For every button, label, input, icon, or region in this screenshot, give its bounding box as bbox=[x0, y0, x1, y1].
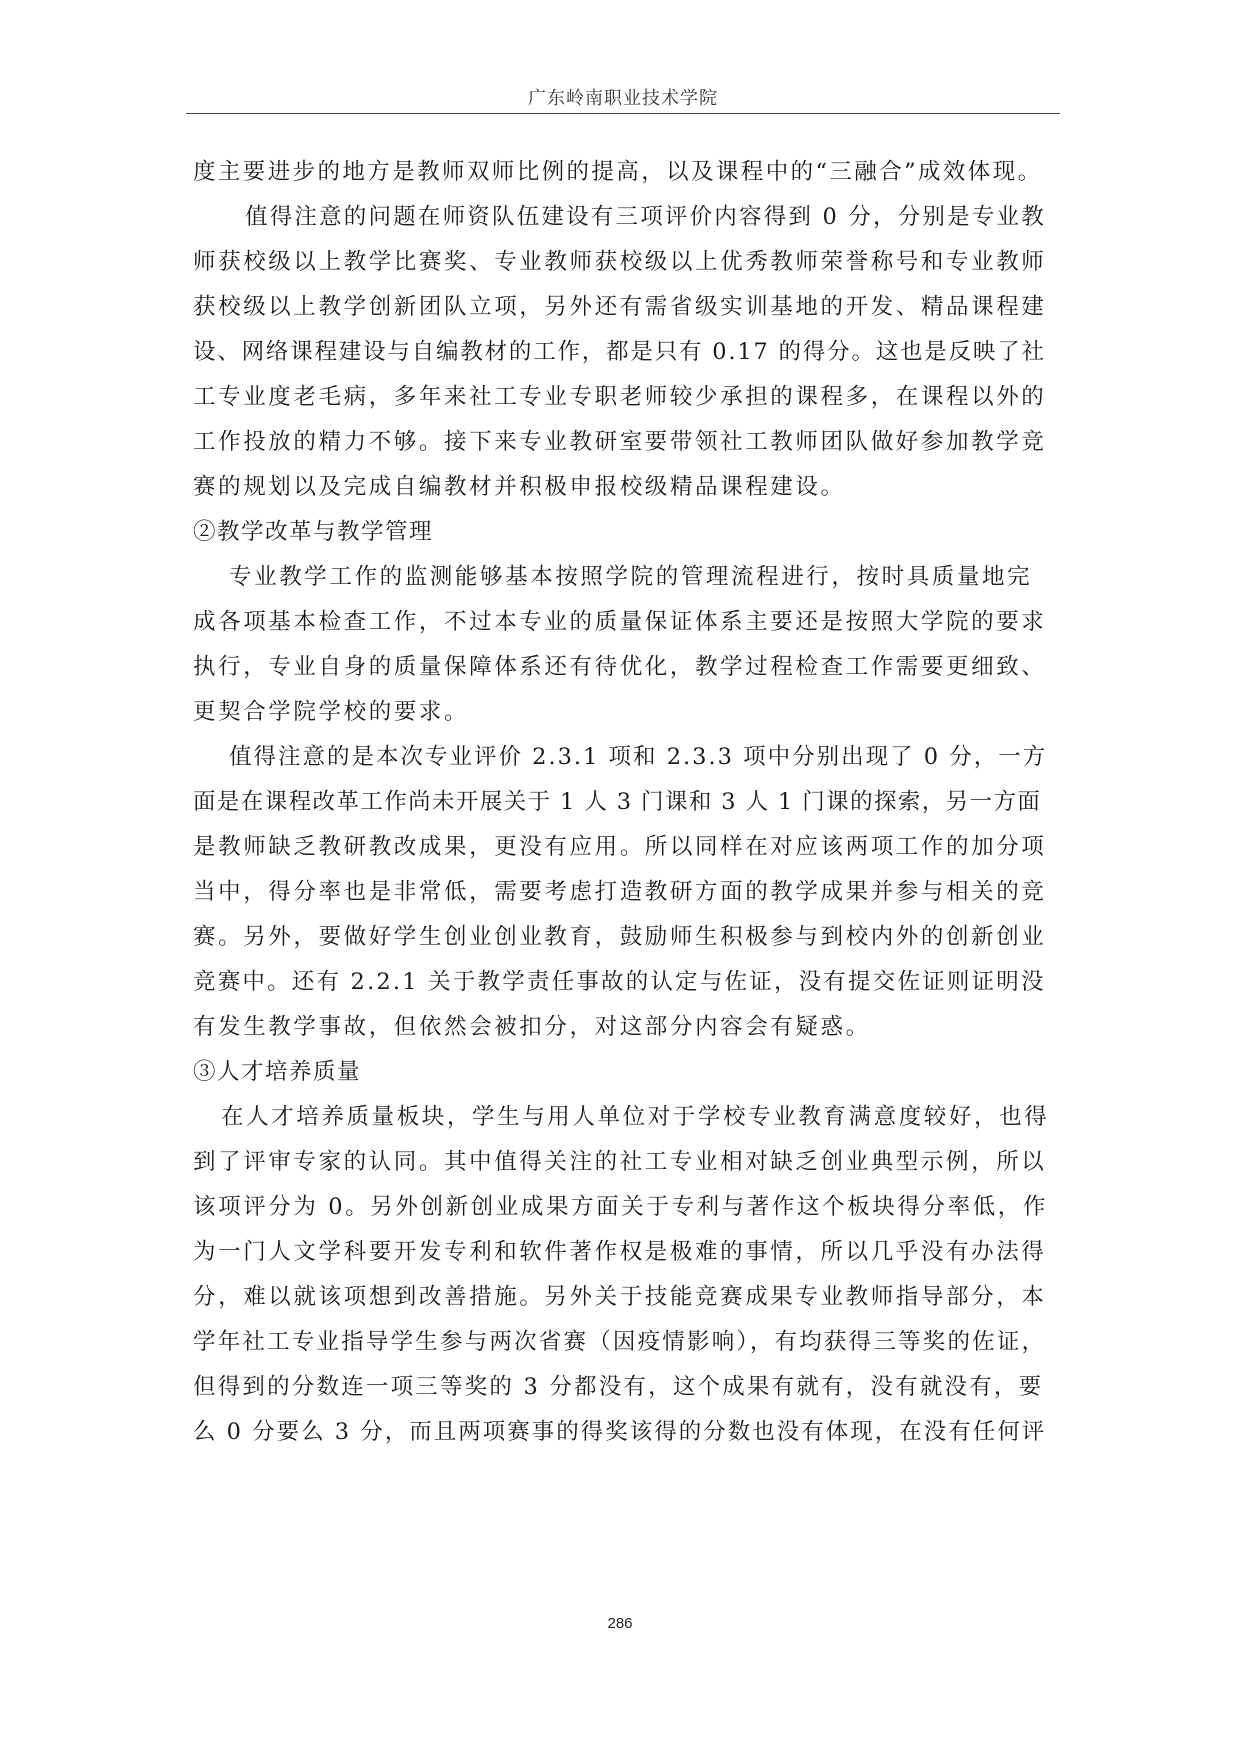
paragraph-line: 该项评分为 0。另外创新创业成果方面关于专利与著作这个板块得分率低，作 bbox=[193, 1194, 1048, 1220]
paragraph-line: 在人才培养质量板块，学生与用人单位对于学校专业教育满意度较好，也得 bbox=[221, 1104, 1050, 1130]
paragraph-line: 度主要进步的地方是教师双师比例的提高，以及课程中的“三融合”成效体现。 bbox=[193, 159, 1043, 185]
paragraph-line: 工作投放的精力不够。接下来专业教研室要带领社工教师团队做好参加教学竞 bbox=[193, 429, 1047, 455]
paragraph-line: 师获校级以上教学比赛奖、专业教师获校级以上优秀教师荣誉称号和专业教师 bbox=[193, 249, 1047, 275]
document-body bbox=[193, 150, 1049, 1455]
paragraph-line: 专业教学工作的监测能够基本按照学院的管理流程进行，按时具质量地完 bbox=[229, 564, 1033, 590]
paragraph-line: 值得注意的问题在师资队伍建设有三项评价内容得到 0 分，分别是专业教 bbox=[245, 204, 1046, 230]
paragraph-line: 赛的规划以及完成自编教材并积极申报校级精品课程建设。 bbox=[193, 474, 846, 500]
paragraph-line: 学年社工专业指导学生参与两次省赛（因疫情影响），有均获得三等奖的佐证， bbox=[193, 1329, 1047, 1355]
section-heading: ③人才培养质量 bbox=[193, 1059, 362, 1085]
paragraph-line: 赛。另外，要做好学生创业创业教育，鼓励师生积极参与到校内外的创新创业 bbox=[193, 924, 1047, 950]
paragraph-line: 是教师缺乏教研教改成果，更没有应用。所以同样在对应该两项工作的加分项 bbox=[193, 834, 1047, 860]
paragraph-line: 设、网络课程建设与自编教材的工作，都是只有 0.17 的得分。这也是反映了社 bbox=[193, 339, 1046, 365]
page-number: 286 bbox=[607, 1615, 633, 1632]
paragraph-line: 竞赛中。还有 2.2.1 关于教学责任事故的认定与佐证，没有提交佐证则证明没 bbox=[193, 969, 1046, 995]
paragraph-line: 为一门人文学科要开发专利和软件著作权是极难的事情，所以几乎没有办法得 bbox=[193, 1239, 1047, 1265]
paragraph-line: 分，难以就该项想到改善措施。另外关于技能竞赛成果专业教师指导部分，本 bbox=[193, 1284, 1047, 1310]
paragraph-line: 么 0 分要么 3 分，而且两项赛事的得奖该得的分数也没有体现，在没有任何评 bbox=[193, 1419, 1047, 1445]
header-divider bbox=[186, 113, 1060, 114]
paragraph-line: 执行，专业自身的质量保障体系还有待优化，教学过程检查工作需要更细致、 bbox=[193, 654, 1047, 680]
paragraph-line: 工专业度老毛病，多年来社工专业专职老师较少承担的课程多，在课程以外的 bbox=[193, 384, 1047, 410]
paragraph-line: 更契合学院学校的要求。 bbox=[193, 699, 470, 725]
paragraph-line: 面是在课程改革工作尚未开展关于 1 人 3 门课和 3 人 1 门课的探索，另一方面 bbox=[193, 789, 1042, 815]
section-heading: ②教学改革与教学管理 bbox=[193, 519, 434, 545]
paragraph-line: 当中，得分率也是非常低，需要考虑打造教研方面的教学成果并参与相关的竞 bbox=[193, 879, 1047, 905]
paragraph-line: 获校级以上教学创新团队立项，另外还有需省级实训基地的开发、精品课程建 bbox=[193, 294, 1047, 320]
page-header-title: 广东岭南职业技术学院 bbox=[528, 88, 718, 109]
paragraph-line: 到了评审专家的认同。其中值得关注的社工专业相对缺乏创业典型示例，所以 bbox=[193, 1149, 1047, 1175]
paragraph-line: 值得注意的是本次专业评价 2.3.1 项和 2.3.3 项中分别出现了 0 分，一方 bbox=[229, 744, 1048, 770]
paragraph-line: 但得到的分数连一项三等奖的 3 分都没有，这个成果有就有，没有就没有，要 bbox=[193, 1374, 1044, 1400]
paragraph-line: 有发生教学事故，但依然会被扣分，对这部分内容会有疑惑。 bbox=[193, 1014, 871, 1040]
paragraph-line: 成各项基本检查工作，不过本专业的质量保证体系主要还是按照大学院的要求 bbox=[193, 609, 1047, 635]
